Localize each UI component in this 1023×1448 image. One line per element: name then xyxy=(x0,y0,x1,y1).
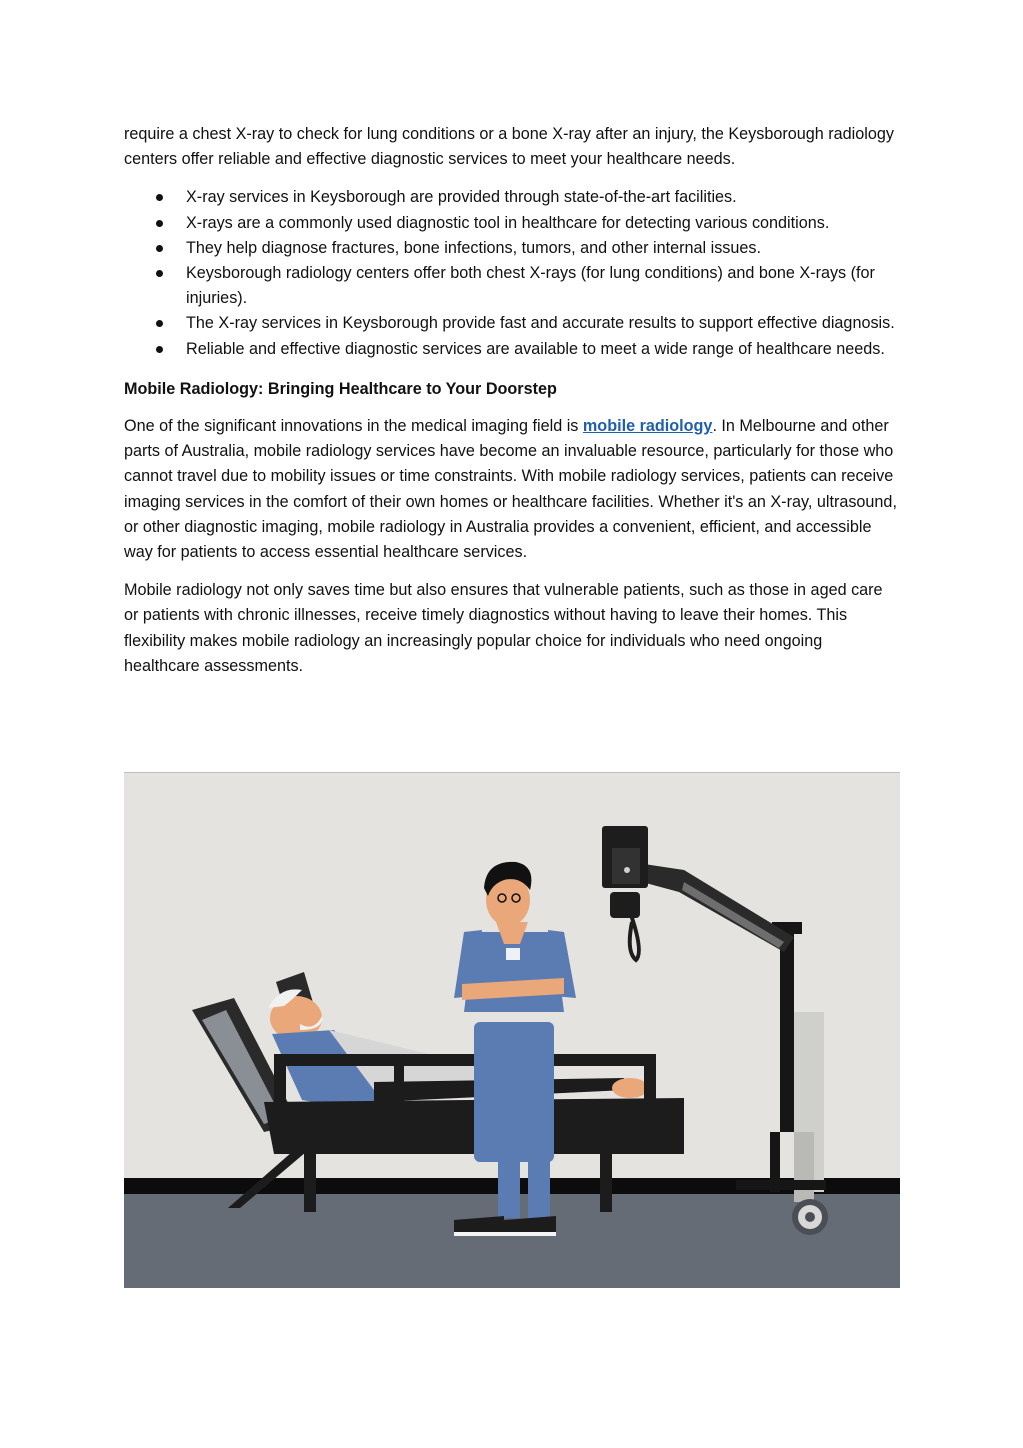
intro-paragraph: require a chest X-ray to check for lung conditions or a bone X-ray after an injury, the Keysborough radiology centers offer reliable and effective diagnostic services to meet your healthcare needs. xyxy=(124,125,894,169)
bullet-dot-icon xyxy=(156,245,163,252)
list-item: The X-ray services in Keysborough provide fast and accurate results to support effective diagnosis. xyxy=(124,311,900,336)
list-item: X-rays are a commonly used diagnostic tool in healthcare for detecting various conditions. xyxy=(124,211,900,236)
benefits-paragraph: Mobile radiology not only saves time but also ensures that vulnerable patients, such as those in aged care or patients with chronic illnesses, receive timely diagnostics without having to leave their homes. This flexibility makes mobile radiology an increasingly popular choice for individuals who need ongoing healthcare assessments. xyxy=(124,581,883,675)
xray-services-list xyxy=(124,185,900,361)
bullet-dot-icon xyxy=(156,320,163,327)
section-heading: Mobile Radiology: Bringing Healthcare to Your Doorstep xyxy=(124,379,557,398)
list-item: X-ray services in Keysborough are provided through state-of-the-art facilities. xyxy=(124,185,900,210)
bullet-dot-icon xyxy=(156,194,163,201)
document-page xyxy=(124,122,900,692)
mobile-xray-patient-illustration xyxy=(124,772,900,1288)
bullet-dot-icon xyxy=(156,270,163,277)
bullet-dot-icon xyxy=(156,220,163,227)
mobile-radiology-link[interactable]: mobile radiology xyxy=(582,417,713,436)
list-item: Keysborough radiology centers offer both chest X-rays (for lung conditions) and bone X-rays (for injuries). xyxy=(124,261,900,311)
list-item: Reliable and effective diagnostic services are available to meet a wide range of healthcare needs. xyxy=(124,337,900,362)
mobile-radiology-paragraph: One of the significant innovations in the medical imaging field is mobile radiology. In Melbourne and other parts of Australia, mobile radiology services have become an invaluable resource, particularly for those who cannot travel due to mobility issues or time constraints. With mobile radiology services, patients can receive imaging services in the comfort of their own homes or healthcare facilities. Whether it's an X-ray, ultrasound, or other diagnostic imaging, mobile radiology in Australia provides a convenient, efficient, and accessible way for patients to access essential healthcare services. xyxy=(124,417,897,562)
bullet-dot-icon xyxy=(156,346,163,353)
list-item: They help diagnose fractures, bone infections, tumors, and other internal issues. xyxy=(124,236,900,261)
